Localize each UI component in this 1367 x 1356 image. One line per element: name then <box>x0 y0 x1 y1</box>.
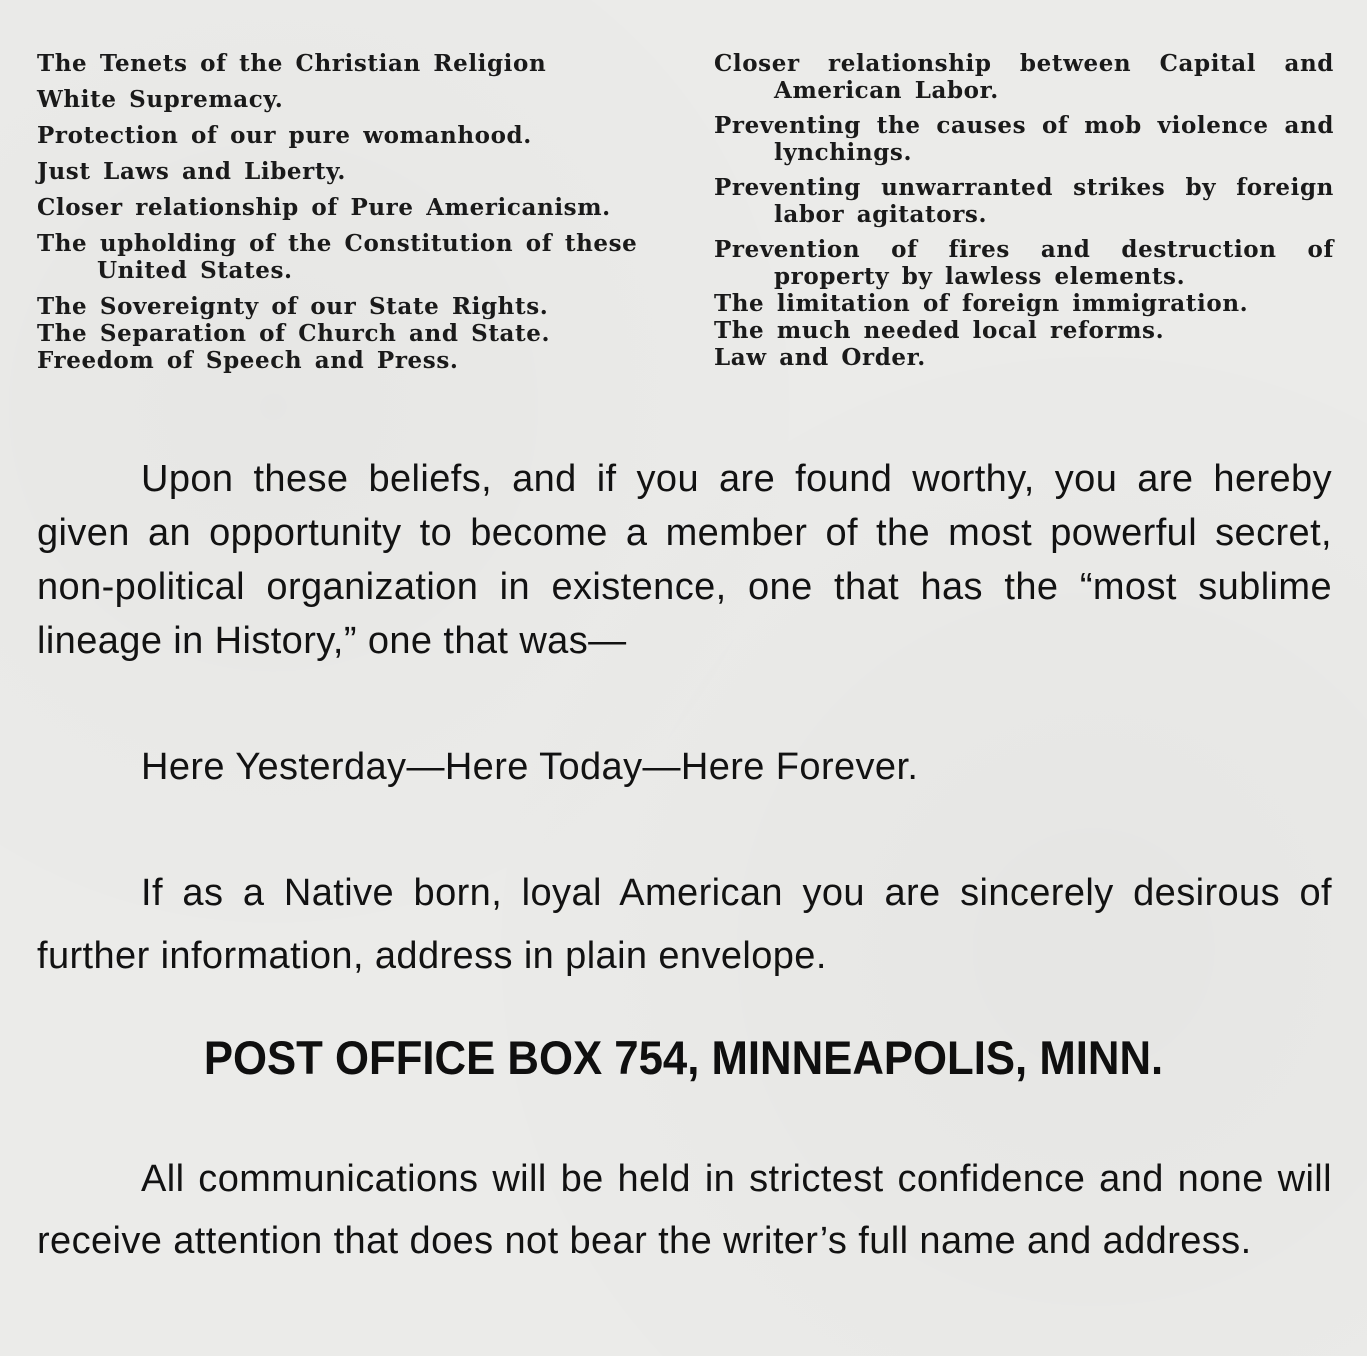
tenet-item: Just Laws and Liberty. <box>37 158 347 185</box>
tenet-item: Law and Order. <box>714 344 926 371</box>
tenets-left-column <box>37 50 662 374</box>
tenet-item: The upholding of the Constitution of these United States. <box>37 230 638 284</box>
tenets-columns <box>0 50 1367 390</box>
paragraph-text: If as a Native born, loyal American you are sincerely desirous of further information, address in plain envelope. <box>37 872 1332 977</box>
mailing-address-heading: POST OFFICE BOX 754, MINNEAPOLIS, MINN. <box>203 1031 1164 1084</box>
tenet-item: Closer relationship between Capital and American Labor. <box>714 50 1334 104</box>
paragraph-text: Upon these beliefs, and if you are found worthy, you are hereby given an opportunity to become a member of the most powerful secret, non-political organization in existence, one that has the “most sublime lineage in History,” one that was— <box>37 458 1332 662</box>
invitation-paragraph <box>37 452 1332 668</box>
confidentiality-paragraph <box>37 1148 1332 1272</box>
tenet-item: The Sovereignty of our State Rights. <box>37 293 549 320</box>
tenet-item: The Separation of Church and State. <box>37 320 551 347</box>
tenet-item: The much needed local reforms. <box>714 317 1165 344</box>
tenet-item: Protection of our pure womanhood. <box>37 122 532 149</box>
tenet-item: Preventing unwarranted strikes by foreign labor agitators. <box>714 174 1334 228</box>
tenet-item: Freedom of Speech and Press. <box>37 347 459 374</box>
motto-text: Here Yesterday—Here Today—Here Forever. <box>141 746 919 788</box>
tenet-item: The limitation of foreign immigration. <box>714 290 1249 317</box>
tenet-item: Preventing the causes of mob violence and lynchings. <box>714 112 1334 166</box>
contact-paragraph <box>37 862 1332 988</box>
tenet-item: Closer relationship of Pure Americanism. <box>37 194 611 221</box>
motto-line <box>37 740 1332 794</box>
tenet-item: White Supremacy. <box>37 86 284 113</box>
tenet-item: Prevention of fires and destruction of property by lawless elements. <box>714 236 1334 290</box>
tenet-item: The Tenets of the Christian Religion <box>37 50 547 77</box>
paragraph-text: All communications will be held in strictest confidence and none will receive attention that does not bear the writer’s full name and address. <box>37 1158 1332 1262</box>
tenets-right-column <box>714 50 1334 371</box>
